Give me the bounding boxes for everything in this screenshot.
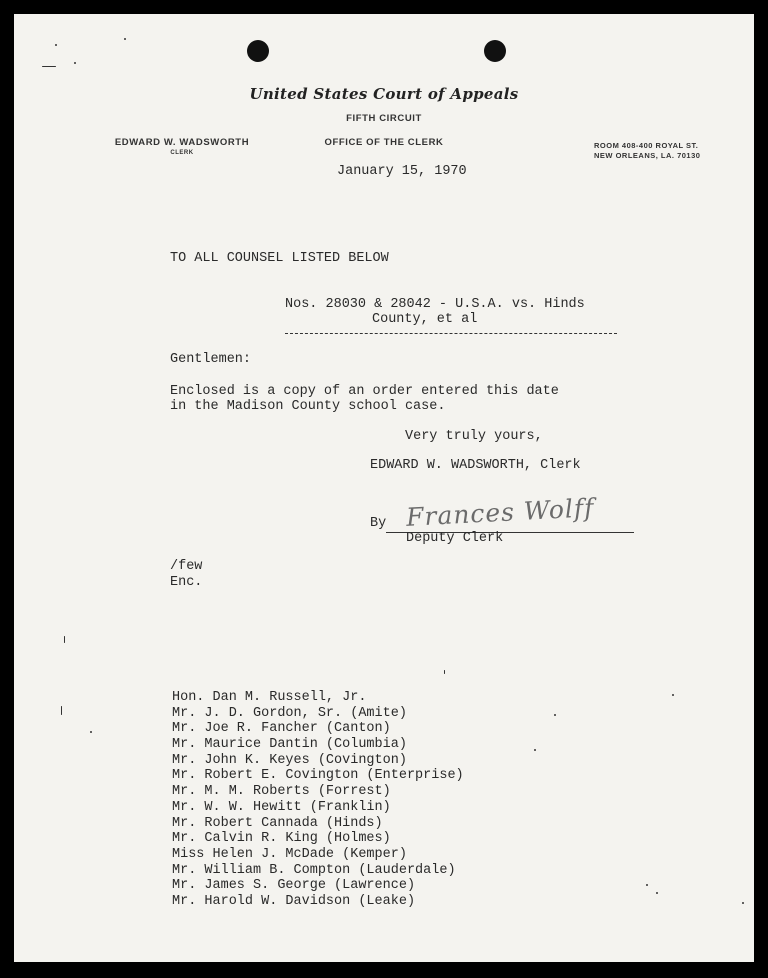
typist-initials: /few (170, 559, 203, 574)
list-item: Mr. W. W. Hewitt (Franklin) (172, 799, 391, 815)
paper-speck (646, 884, 648, 886)
list-item: Mr. Robert E. Covington (Enterprise) (172, 768, 464, 784)
clerk-title: CLERK (170, 150, 194, 156)
list-item: Mr. Robert Cannada (Hinds) (172, 815, 383, 831)
handwritten-signature: Frances Wolff (405, 493, 596, 532)
list-item: Mr. Joe R. Fancher (Canton) (172, 721, 391, 737)
addressee: TO ALL COUNSEL LISTED BELOW (170, 251, 389, 266)
letter-page (14, 14, 754, 962)
by-label: By (370, 516, 387, 531)
case-line1: Nos. 28030 & 28042 - U.S.A. vs. Hinds (285, 297, 585, 312)
list-item: Mr. John K. Keyes (Covington) (172, 752, 407, 768)
paper-speck (672, 694, 674, 696)
list-item: Hon. Dan M. Russell, Jr. (172, 690, 367, 705)
list-item: Mr. Harold W. Davidson (Leake) (172, 893, 416, 909)
deputy-title: Deputy Clerk (406, 531, 504, 546)
paper-speck (444, 670, 445, 674)
list-item: Mr. William B. Compton (Lauderdale) (172, 862, 456, 878)
list-item: Mr. M. M. Roberts (Forrest) (172, 784, 391, 800)
address-line2: NEW ORLEANS, LA. 70130 (594, 151, 701, 160)
paper-speck (554, 714, 556, 716)
list-item: Miss Helen J. McDade (Kemper) (172, 846, 407, 862)
paper-speck (61, 706, 62, 715)
closing: Very truly yours, (405, 429, 543, 444)
list-item: Mr. James S. George (Lawrence) (172, 878, 416, 894)
court-name: United States Court of Appeals (249, 85, 519, 103)
list-item: Mr. Calvin R. King (Holmes) (172, 831, 391, 847)
case-underline (285, 333, 617, 334)
list-item: Mr. J. D. Gordon, Sr. (Amite) (172, 705, 407, 721)
paper-speck (90, 731, 92, 733)
paper-speck (64, 636, 65, 643)
punch-hole-left (247, 40, 269, 62)
paper-speck (742, 902, 744, 904)
signer-name: EDWARD W. WADSWORTH, Clerk (370, 458, 581, 473)
enclosure-note: Enc. (170, 575, 203, 590)
paper-speck (534, 749, 536, 751)
case-line2: County, et al (372, 312, 478, 327)
body-line1: Enclosed is a copy of an order entered this date (170, 384, 559, 399)
office-name: OFFICE OF THE CLERK (324, 137, 444, 148)
paper-speck (74, 62, 76, 64)
paper-speck (124, 38, 126, 40)
distribution-list (172, 690, 464, 910)
paper-speck (42, 66, 56, 67)
salutation: Gentlemen: (170, 352, 252, 367)
address-line1: ROOM 408-400 ROYAL ST. (594, 141, 699, 150)
letter-date: January 15, 1970 (337, 164, 467, 179)
body-line2: in the Madison County school case. (170, 399, 446, 414)
list-item: Mr. Maurice Dantin (Columbia) (172, 737, 407, 753)
clerk-name: EDWARD W. WADSWORTH (114, 137, 250, 148)
punch-hole-right (484, 40, 506, 62)
circuit-name: FIFTH CIRCUIT (346, 113, 422, 124)
paper-speck (656, 892, 658, 894)
paper-speck (55, 44, 57, 46)
